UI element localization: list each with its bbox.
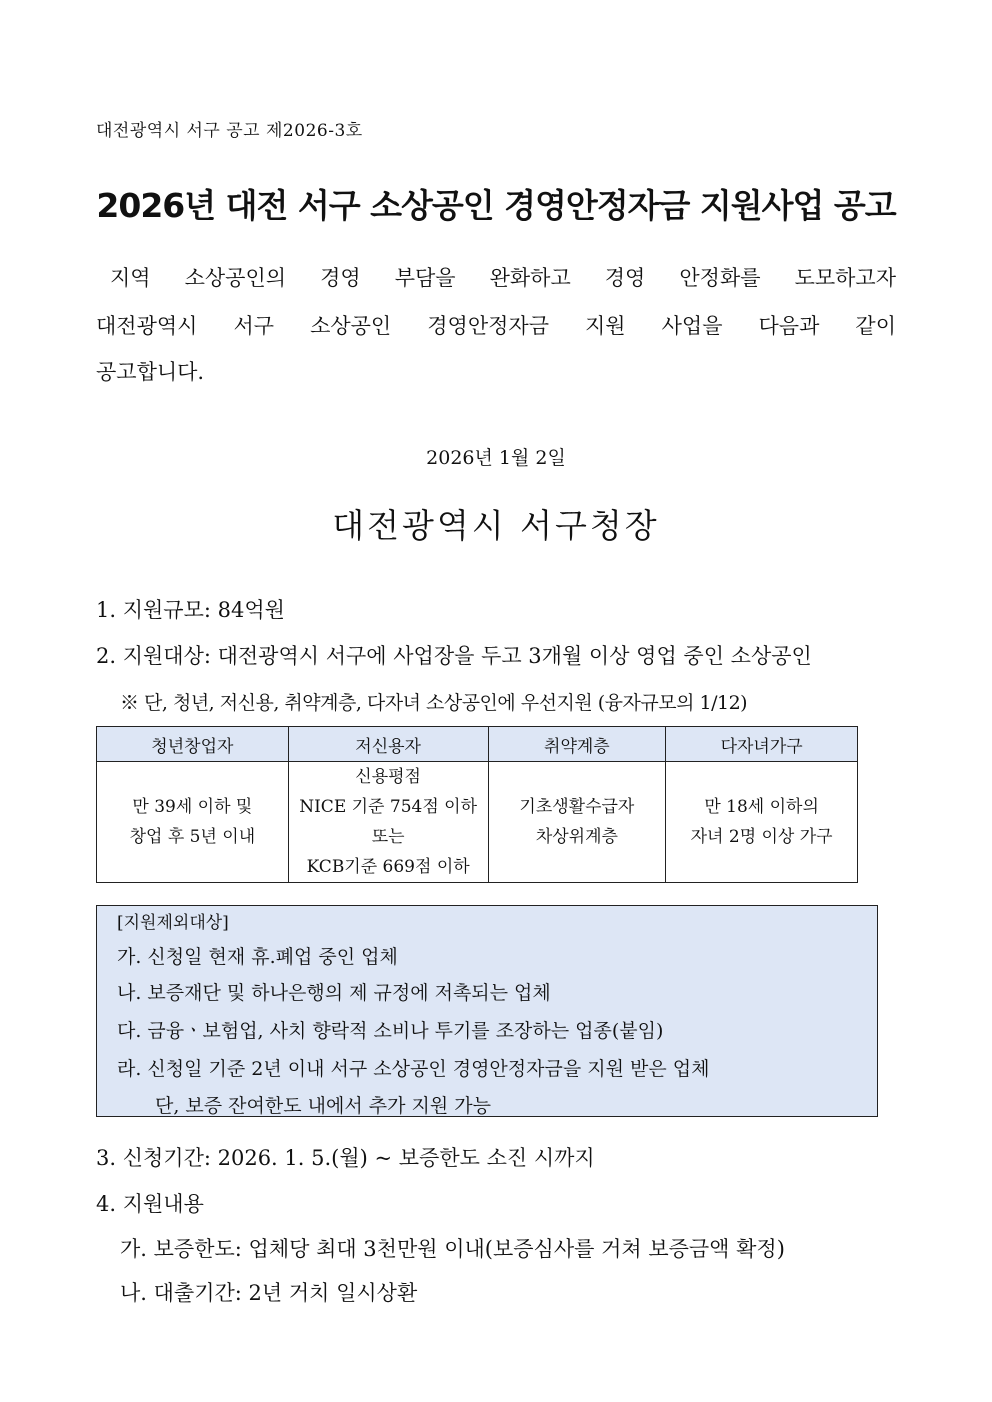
table-row — [97, 762, 858, 883]
exclusion-item: 가. 신청일 현재 휴.폐업 중인 업체 — [117, 946, 398, 968]
priority-table — [96, 726, 858, 883]
item-support-scale: 1. 지원규모: 84억원 — [96, 598, 285, 622]
header-multi-child: 다자녀가구 — [666, 727, 858, 762]
intro-line-2: 대전광역시 서구 소상공인 경영안정자금 지원 사업을 다음과 같이 — [96, 314, 896, 338]
header-youth-founder: 청년창업자 — [97, 727, 289, 762]
intro-line-1: 지역 소상공인의 경영 부담을 완화하고 경영 안정화를 도모하고자 — [110, 266, 896, 290]
item-support-target: 2. 지원대상: 대전광역시 서구에 사업장을 두고 3개월 이상 영업 중인 소상공인 — [96, 644, 812, 668]
cell-low-credit — [288, 762, 488, 883]
intro-line-3: 공고합니다. — [96, 360, 205, 384]
cell-line: 기초생활수급자 — [519, 797, 635, 817]
cell-line: 만 18세 이하의 — [704, 797, 819, 817]
table-header-row — [97, 727, 858, 762]
issuer-name: 대전광역시 서구청장 — [332, 506, 660, 545]
notice-date: 2026년 1월 2일 — [426, 447, 566, 469]
priority-note: ※ 단, 청년, 저신용, 취약계층, 다자녀 소상공인에 우선지원 (융자규모의 1/12) — [120, 692, 748, 714]
exclusion-box — [96, 905, 878, 1117]
exclusion-item-note: 단, 보증 잔여한도 내에서 추가 지원 가능 — [155, 1095, 491, 1117]
item-application-period: 3. 신청기간: 2026. 1. 5.(월) ~ 보증한도 소진 시까지 — [96, 1146, 595, 1170]
notice-number: 대전광역시 서구 공고 제2026-3호 — [96, 121, 363, 141]
exclusion-item: 라. 신청일 기준 2년 이내 서구 소상공인 경영안정자금을 지원 받은 업체 — [117, 1058, 710, 1080]
cell-line: NICE 기준 754점 이하 — [299, 797, 477, 817]
item-support-content: 4. 지원내용 — [96, 1192, 204, 1216]
cell-multi-child — [666, 762, 858, 883]
cell-line: 신용평점 — [355, 767, 421, 787]
exclusion-heading: [지원제외대상] — [117, 913, 229, 933]
cell-line: 자녀 2명 이상 가구 — [690, 827, 833, 847]
cell-line: KCB기준 669점 이하 — [306, 857, 470, 877]
cell-line: 창업 후 5년 이내 — [129, 827, 256, 847]
content-guarantee-limit: 가. 보증한도: 업체당 최대 3천만원 이내(보증심사를 거쳐 보증금액 확정) — [120, 1237, 785, 1261]
header-low-credit: 저신용자 — [288, 727, 488, 762]
cell-line: 또는 — [371, 827, 405, 847]
content-loan-period: 나. 대출기간: 2년 거치 일시상환 — [120, 1281, 418, 1305]
exclusion-item: 나. 보증재단 및 하나은행의 제 규정에 저촉되는 업체 — [117, 982, 551, 1004]
cell-line: 만 39세 이하 및 — [132, 797, 253, 817]
cell-youth-founder — [97, 762, 289, 883]
exclusion-item: 다. 금융ㆍ보험업, 사치 향락적 소비나 투기를 조장하는 업종(붙임) — [117, 1020, 664, 1042]
page-title: 2026년 대전 서구 소상공인 경영안정자금 지원사업 공고 — [96, 186, 896, 225]
cell-vulnerable — [488, 762, 666, 883]
cell-line: 차상위계층 — [535, 827, 618, 847]
header-vulnerable: 취약계층 — [488, 727, 666, 762]
